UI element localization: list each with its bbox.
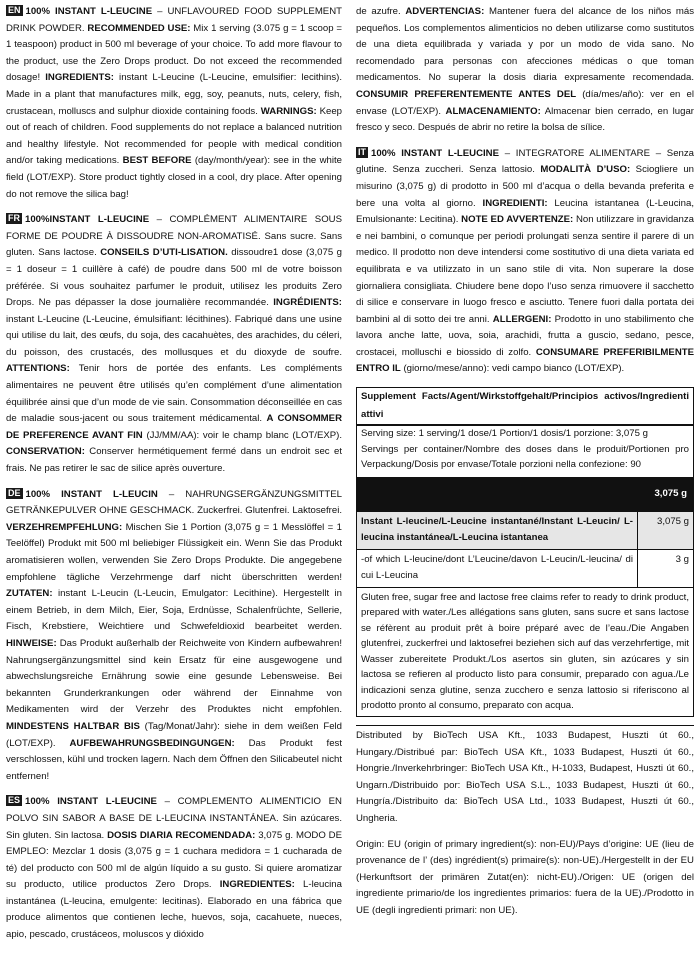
serving-size: Serving size: 1 serving/1 dose/1 Portion/1 dosis/1 porzione: 3,075 g <box>361 428 648 440</box>
claims-note: Gluten free, sugar free and lactose free claims refer to ready to drink product, prepared with water./Les allégations sans gluten, sans sucre et sans lactose se réfèrent au produit prêt à boire préparé avec de l’eau./Die Angaben glutenfrei, zuckerfrei und laktosefrei beziehen sich auf das verzehrfertige, mit Wasser zubereitete Produkt./Los asertos sin gluten, sin azúcares y sin lactosa se refieren al producto listo para consumir, preparado con agua./Le indicazioni senza glutine, senza zucchero e senza lattosio si riferiscono al prodotto pronto al consumo, preparato con acqua. <box>357 587 693 716</box>
es-cont-text-3: (día/mes/año): ver en el envase (LOT/EXP). <box>356 88 694 117</box>
fr-heading-conservation: CONSERVATION: <box>6 446 85 458</box>
fr-text-6: Conserver hermétiquement fermé dans un endroit sec et frais. Ne pas retirer le sac de silice après ouverture. <box>6 446 342 475</box>
it-heading-best-before: CONSUMARE PREFERIBILMENTE ENTRO IL <box>356 346 695 375</box>
es-cont-text-1: de azufre. <box>356 6 406 17</box>
it-text-1: – INTEGRATORE ALIMENTARE – Senza glutine. Senza zuccheri. Senza lattosio. <box>356 147 694 176</box>
section-fr <box>6 212 342 478</box>
de-text-3: instant L-Leucin (L-Leucin, Emulgator: Lecithine). Hergestellt in einem Betrieb, in dem Milch, Eier, Soja, Erdnüsse, Schalenfrüchte, Sellerie, Fisch, Krebstiere, Weichtiere und Schwefeldioxid bearbeitet werden. <box>6 588 342 633</box>
fr-heading-warnings: ATTENTIONS: <box>6 363 70 375</box>
left-column <box>6 4 342 953</box>
servings-per-container: Servings per container/Nombre des doses dans le produit/Portionen pro Verpackung/Dosis por envase/Totale porzioni nella confezione: 90 <box>361 443 689 471</box>
it-text-3: Leucina istantanea (L-Leucina, Emulsionante: Lecitina). <box>356 197 694 226</box>
en-heading-ingredients: INGREDIENTS: <box>45 72 114 84</box>
es-heading-warnings: ADVERTENCIAS: <box>405 6 485 17</box>
es-heading-storage: ALMACENAMIENTO: <box>445 105 541 117</box>
it-text-5: Prodotto in uno stabilimento che lavora anche latte, uova, soia, arachidi, frutta a guscio, sedano, pesce, crostacei, molluschi e biossido di zolfo. <box>356 313 694 358</box>
facts-row-2-label: -of which L-leucine/dont L’Leucine/davon L-Leucin/L-leucina/ di cui L-Leucina <box>357 549 637 587</box>
it-heading-use: MODALITÀ D’USO: <box>540 164 631 176</box>
en-text-4: Keep out of reach of children. Food supplements do not replace a balanced nutrition and healthy lifestyle. Not recommended for people with medical condition and/or taking medications. <box>6 105 342 167</box>
en-heading-best-before: BEST BEFORE <box>122 155 192 167</box>
it-text-2: Sciogliere un misurino (3,075 g) di prodotto in 500 ml d’acqua o della bevanda preferita e bere una volta al giorno. <box>356 164 695 209</box>
lang-tag-en: EN <box>8 5 21 15</box>
es-cont-text-4: Almacenar bien cerrado, en lugar fresco y seco. Después de abrir no retire la bolsa de sílice. <box>356 105 695 134</box>
supplement-facts-table <box>356 387 694 717</box>
de-text-1: – NAHRUNGSERGÄNZUNGSMITTEL GETRÄNKEPULVER OHNE GESCHMACK. Zuckerfrei. Glutenfrei. Laktosefrei. <box>6 488 342 517</box>
distributor-info: Distributed by BioTech USA Kft., 1033 Budapest, Huszti út 60., Hungary./Distribué par: BioTech USA Kft., 1033 Budapest, Huszti út 60., Hongrie./Inverkehrbringer: BioTech USA Kft., H-1033, Budapest, Huszti út 60., Ungarn./Distribuido por: BioTech USA S.L., 1033 Budapest, Huszti út 60., Hungría./Distribuito da: BioTech USA Ltd., 1033 Budapest, Huszti út 60., Ungheria. <box>356 725 694 828</box>
serving-amount-header: 3,075 g <box>357 477 693 511</box>
es-text-1: – COMPLEMENTO ALIMENTICIO EN POLVO SIN SABOR A BASE DE L-LEUCINA INSTANTÁNEA. Sin azúcares. Sin gluten. Sin lactosa. <box>6 796 342 841</box>
es-heading-ingredients: INGREDIENTES: <box>219 879 295 891</box>
en-heading-warnings: WARNINGS: <box>260 105 317 117</box>
lang-tag-it: IT <box>358 146 366 157</box>
fr-text-2: dissoudre1 dose (3,075 g = 1 doseur = 1 cuillère à café) de poudre dans 500 ml de votre boisson préférée. Si vous souhaitez parfumer le produit, utilisez les produits Zero Drops. Ne pas dépasser la dose journalière recommandée. <box>6 247 343 309</box>
lang-tag-es: ES <box>8 795 21 806</box>
de-text-2: Mischen Sie 1 Portion (3,075 g = 1 Messlöffel = 1 Teelöffel) Produkt mit 500 ml beliebiger Flüssigkeit ein. Wenn Sie das Produkt aromatisieren wollen, verwenden Sie Zero Drops Produkte. Die angegebene empfohlene tägliche Verzehrmenge darf nicht überschritten werden! <box>6 521 342 583</box>
facts-row-1-label-text: Instant L-leucine/L-Leucine instantané/Instant L-Leucin/ L-leucina instantánea/L-Leucina istantanea <box>361 515 633 544</box>
de-heading-warnings: HINWEISE: <box>6 637 57 649</box>
fr-title: 100%INSTANT L-LEUCINE <box>25 214 150 226</box>
fr-heading-best-before: A CONSOMMER DE PREFERENCE AVANT FIN <box>6 413 342 441</box>
fr-heading-ingredients: INGRÉDIENTS: <box>273 297 342 309</box>
origin-info: Origin: EU (origin of primary ingredient(s): non-EU)/Pays d’origine: UE (lieu de provenance de l’ (des) ingrédient(s) primaire(s): non-UE)./Hergestellt in der EU (Herkunftsort der primären Zutat(en): nicht-EU)./Origen: UE (origen del ingrediente primario/de los ingredientes primarios: fuera de la UE)./Prodotto in UE (degli ingredienti primari: non UE). <box>356 838 694 916</box>
facts-row-1-label <box>357 511 637 549</box>
de-heading-ingredients: ZUTATEN: <box>6 588 53 600</box>
facts-row-2-amount: 3 g <box>637 549 693 587</box>
it-text-6: (giorno/mese/anno): vedi campo bianco (LOT/EXP). <box>400 363 625 375</box>
it-text-4: Non utilizzare in gravidanza e nei bambini, o comunque per periodi prolungati senza sentire il parere di un medico. Il prodotto non deve intendersi come sostitutivo di una dieta variata ed equilibrata e va utilizzato in un sano stile di vita. Non superare la dose giornaliera consigliata. Chiudere bene dopo l’uso senza rimuovere il sacchetto di silice e conservare in luogo fresco e asciutto. Tenere fuori dalla portata dei bambini al di sotto dei tre anni. <box>356 214 694 325</box>
en-text-2: Mix 1 serving (3.075 g = 1 scoop = 1 teaspoon) product in 500 ml beverage of your choice. To add more flavour to the product, use the Zero Drops product. Do not exceed the recommended dosage! <box>6 22 342 84</box>
lang-tag-fr: FR <box>8 213 20 224</box>
it-heading-ingredients: INGREDIENTI: <box>482 197 548 209</box>
fr-text-3: instant L-Leucine (L-Leucine, émulsifiant: lécithines). Fabriqué dans une usine qui utilise du lait, des œufs, du soja, des cacahuètes, des arachides, du céleri, du poisson, des crustacés, des mollusques et du dioxyde de soufre. <box>6 313 342 358</box>
fr-text-4: Tenir hors de portée des enfants. Les compléments alimentaires ne peuvent être utilisés qu’en complément d’une alimentation équilibrée ainsi que d’un mode de vie sain. Consommation déconseillée en cas de maladie sous-jacent ou sous traitement médicamental. <box>6 363 342 425</box>
es-text-3: L-leucina instantánea (L-leucina, emulgente: lecitinas). Elaborado en una fábrica que produce alimentos que contienen leche, huevos, soja, cacahuete, nueces, apio, pescado, crustáceos, moluscos y dióxido <box>6 879 342 941</box>
facts-row-1-amount: 3,075 g <box>637 511 693 549</box>
en-heading-use: RECOMMENDED USE: <box>87 22 191 34</box>
section-it <box>356 146 694 378</box>
fr-text-5: (JJ/MM/AA): voir le champ blanc (LOT/EXP). <box>142 429 342 441</box>
de-heading-best-before: MINDESTENS HALTBAR BIS <box>6 720 140 732</box>
section-es-continued <box>356 4 694 137</box>
fr-heading-use: CONSEILS D’UTI-LISATION. <box>100 247 228 259</box>
en-text-1: – UNFLAVOURED FOOD SUPPLEMENT DRINK POWDER. <box>6 6 342 34</box>
es-text-2: 3,075 g. MODO DE EMPLEO: Mezclar 1 dosis (3,075 g = 1 cuchara medidora = 1 cucharada de té) del producto con 500 ml de algún líquido a su gusto. Si quiere aromatizar su producto, utilice productos Zero Drops. <box>6 829 342 891</box>
en-title: 100% INSTANT L-LEUCINE <box>25 6 153 17</box>
facts-grid <box>357 511 693 587</box>
de-heading-storage: AUFBEWAHRUNGSBEDINGUNGEN: <box>69 737 235 749</box>
section-en <box>6 4 342 203</box>
en-text-3: instant L-Leucine (L-Leucine, emulsifier: lecithins). Made in a plant that manufactures milk, egg, soy, peanuts, nuts, celery, fish, crustacean, molluscs and sulphur dioxide containing foods. <box>6 72 342 117</box>
right-column <box>356 4 694 928</box>
es-heading-use: DOSIS DIARIA RECOMENDADA: <box>107 829 256 841</box>
de-text-5: (Tag/Monat/Jahr): siehe in dem weißen Feld (LOT/EXP). <box>6 720 343 749</box>
de-text-4: Das Produkt außerhalb der Reichweite von Kindern aufbewahren! Nahrungsergänzungsmittel sind kein Ersatz für eine ausgewogene und abwechslungsreiche Ernährung sowie eine gesunde Lebensweise. Bei bekannten Grunderkrankungen oder während der Einnahme von Medikamenten wird der Verzehr des Produktes nicht empfohlen. <box>6 637 342 716</box>
supplement-facts-heading: Supplement Facts/Agent/Wirkstoffgehalt/Principios activos/Ingredienti attivi <box>357 388 693 426</box>
it-heading-warnings: NOTE ED AVVERTENZE: <box>461 214 574 226</box>
es-heading-best-before: CONSUMIR PREFERENTEMENTE ANTES DEL <box>356 88 577 100</box>
section-de <box>6 487 342 786</box>
de-heading-use: VERZEHREMPFEHLUNG: <box>6 521 123 533</box>
it-heading-allergens: ALLERGENI: <box>492 313 552 325</box>
es-cont-text-2: Mantener fuera del alcance de los niños más pequeños. Los complementos alimenticios no deben utilizarse como sustitutos de una dieta equilibrada y variada y por un modo de vida sano. No recomendado para personas con afecciones médicas o que toman medicamentos. No superar la dosis diaria expresamente recomendada. <box>356 6 694 84</box>
es-title: 100% INSTANT L-LEUCINE <box>25 796 157 808</box>
de-title: 100% INSTANT L-LEUCIN <box>25 488 158 500</box>
fr-text-1: – COMPLÉMENT ALIMENTAIRE SOUS FORME DE POUDRE À DISSOUDRE NON-AROMATISÉ. Sans sucre. Sans gluten. Sans lactose. <box>6 214 342 259</box>
de-text-6: Das Produkt fest verschlossen, kühl und trocken lagern. Nach dem Öffnen den Silicabeutel nicht entfernen! <box>6 737 342 782</box>
it-title: 100% INSTANT L-LEUCINE <box>371 147 500 159</box>
section-es <box>6 794 342 943</box>
lang-tag-de: DE <box>8 487 21 498</box>
en-text-5: (day/month/year): see in the white field (LOT/EXP). Store product tightly closed in a cool, dry place. After opening do not remove the silica bag! <box>6 155 342 200</box>
